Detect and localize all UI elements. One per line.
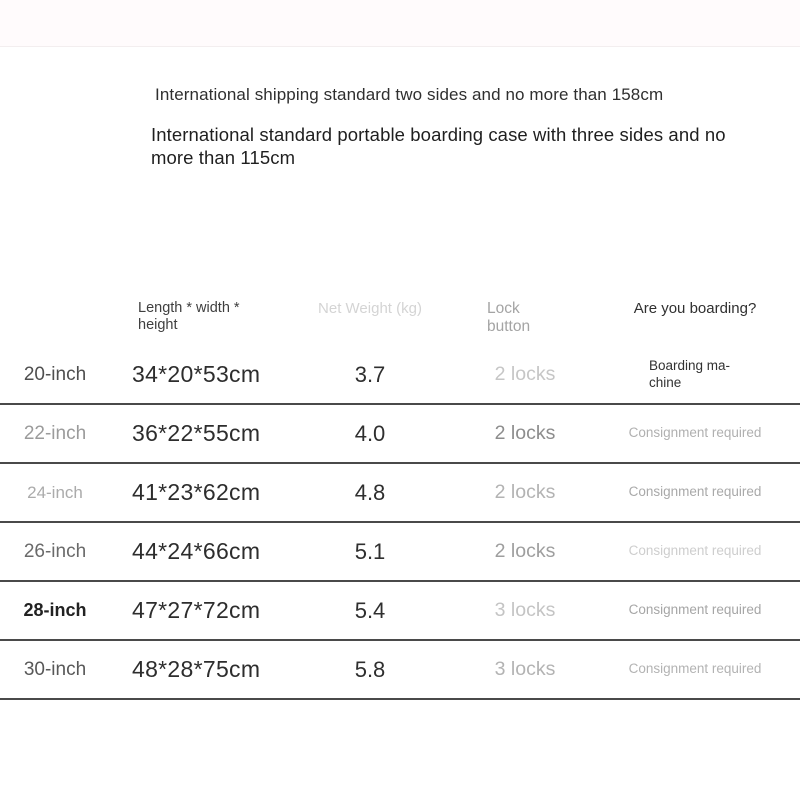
weight-value: 3.7 — [354, 361, 386, 387]
shipping-standard-note: International shipping standard two sides and no more than 158cm — [155, 85, 664, 104]
dimensions-value: 36*22*55cm — [132, 420, 261, 446]
size-label: 26-inch — [23, 540, 87, 562]
dimensions-value: 47*27*72cm — [132, 597, 261, 623]
column-header-are-you-boarding: Are you boarding? — [633, 300, 757, 317]
boarding-value: Boarding ma-chine — [649, 357, 731, 390]
column-header-lock-button: Lock button — [487, 300, 531, 335]
boarding-value: Consignment required — [628, 661, 762, 677]
table-row-30-inch — [0, 641, 800, 700]
table-row-28-inch — [0, 582, 800, 641]
size-spec-table — [0, 300, 800, 700]
weight-value: 5.4 — [354, 597, 386, 623]
lock-value: 3 locks — [494, 599, 556, 621]
weight-value: 5.1 — [354, 538, 386, 564]
size-label: 28-inch — [23, 600, 87, 620]
table-header-row — [0, 300, 800, 346]
boarding-standard-note: International standard portable boarding case with three sides and no more than 115cm — [151, 124, 726, 168]
size-label: 20-inch — [23, 363, 87, 385]
dimensions-value: 44*24*66cm — [132, 538, 261, 564]
size-label: 30-inch — [23, 658, 87, 680]
lock-value: 2 locks — [494, 540, 556, 562]
lock-value: 3 locks — [494, 658, 556, 680]
boarding-value: Consignment required — [628, 484, 762, 500]
weight-value: 4.0 — [354, 420, 386, 446]
table-row-24-inch — [0, 464, 800, 523]
table-row-22-inch — [0, 405, 800, 464]
lock-value: 2 locks — [494, 422, 556, 444]
lock-value: 2 locks — [494, 363, 556, 385]
weight-value: 5.8 — [354, 656, 386, 682]
dimensions-value: 34*20*53cm — [132, 361, 261, 387]
table-row-26-inch — [0, 523, 800, 582]
table-row-20-inch — [0, 346, 800, 405]
size-label: 22-inch — [23, 422, 87, 444]
size-label: 24-inch — [27, 482, 83, 502]
dimensions-value: 48*28*75cm — [132, 656, 261, 682]
top-band — [0, 0, 800, 47]
boarding-value: Consignment required — [628, 425, 762, 441]
lock-value: 2 locks — [494, 481, 556, 503]
boarding-value: Consignment required — [628, 602, 762, 618]
column-header-dimensions: Length * width * height — [138, 300, 240, 334]
dimensions-value: 41*23*62cm — [132, 479, 261, 505]
column-header-net-weight: Net Weight (kg) — [318, 300, 422, 317]
weight-value: 4.8 — [354, 479, 386, 505]
boarding-value: Consignment required — [628, 543, 762, 559]
